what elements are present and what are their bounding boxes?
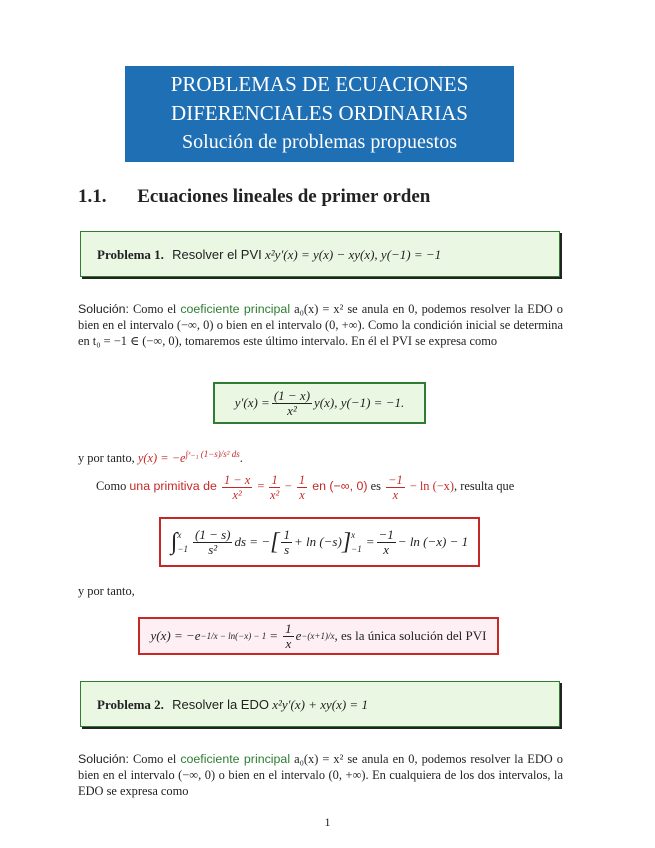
line-primitiva — [96, 472, 566, 502]
integral-limits — [177, 528, 188, 556]
eq2-integrand — [193, 528, 233, 557]
bracket-upper: x — [351, 530, 356, 540]
eq2-inner-den: s — [284, 541, 290, 557]
title-line-1: PROBLEMAS DE ECUACIONES — [170, 72, 469, 96]
por-tanto-prefix: y por tanto, — [78, 451, 135, 466]
eq2-num: (1 − s) — [194, 526, 231, 542]
por-tanto-formula: y(x) = −e — [137, 451, 186, 466]
eq2-result-frac — [377, 528, 396, 557]
eq3-exp1: −1/x − ln(−x) − 1 — [200, 631, 267, 641]
solution-2-term: coeficiente principal — [180, 752, 291, 766]
primitiva-frac-4 — [386, 473, 405, 502]
frac1-num: 1 − x — [223, 472, 251, 487]
eq2-inner-rest: + ln (−s) — [293, 534, 342, 549]
solution-1-paragraph — [78, 301, 563, 349]
frac2-den: x² — [269, 487, 280, 502]
line-por-tanto-1 — [78, 446, 563, 466]
primitiva-interval: en (−∞, 0) — [312, 479, 368, 493]
primitiva-ln: − ln (−x) — [409, 479, 455, 493]
por-tanto-exponent: ∫ˣ₋₁ (1−s)/s² ds — [185, 449, 240, 459]
bracket-close: ] — [341, 529, 352, 555]
eq1-fraction — [272, 389, 312, 418]
eq1-numerator: (1 − x) — [273, 387, 311, 403]
bracket-limits — [351, 528, 362, 556]
frac3-num: 1 — [298, 472, 306, 487]
solution-1-text-a: Como el — [133, 302, 177, 316]
eq2-inner-num: 1 — [283, 526, 290, 542]
section-number: 1.1. — [78, 186, 107, 207]
solution-2-label: Solución: — [78, 752, 129, 766]
primitiva-frac-1 — [222, 473, 252, 502]
problem-1-equation: x²y′(x) = y(x) − xy(x), y(−1) = −1 — [265, 247, 442, 262]
eq1-rhs: y(x), y(−1) = −1. — [314, 395, 405, 410]
eq3-equals: = — [269, 628, 279, 643]
primitiva-frac-2 — [269, 473, 279, 502]
title-banner — [125, 66, 514, 162]
frac2-num: 1 — [271, 472, 278, 487]
bracket-open: [ — [270, 529, 280, 555]
eq2-result-den: x — [383, 541, 390, 557]
frac3-den: x — [299, 487, 305, 502]
problem-2-text: Resolver la EDO — [172, 697, 269, 712]
primitiva-eq: = — [257, 479, 265, 493]
solution-2-paragraph — [78, 751, 563, 799]
problem-1-text: Resolver el PVI — [172, 247, 262, 262]
eq1-denominator: x² — [287, 402, 297, 418]
problem-2-label: Problema 2. — [97, 697, 164, 712]
page-number: 1 — [324, 815, 331, 829]
eq3-exp2: −(x+1)/x — [301, 631, 335, 641]
solution-1-text-b: a₀(x) = x² se anula en 0, podemos resolver la EDO o bien en el intervalo (−∞, 0) o bien en el intervalo (0, +∞). Como la condición inicial se determina en t₀ = −1 ∈ (−∞, 0), tomaremos este último intervalo. En él el PVI se expresa como — [78, 302, 563, 348]
primitiva-frac-3 — [297, 473, 307, 502]
line-por-tanto-2: y por tanto, — [78, 584, 135, 598]
solution-2-text-b: a₀(x) = x² se anula en 0, podemos resolver la EDO o bien en el intervalo (−∞, 0) o bien en el intervalo (0, +∞). En cualquiera de los dos intervalos, la EDO se expresa como — [78, 752, 563, 798]
primitiva-text-a: Como — [96, 479, 127, 493]
eq3-lhs: y(x) = −e — [150, 628, 201, 643]
eq3-frac — [283, 622, 294, 651]
problem-2-box — [80, 681, 560, 727]
title-line-3: Solución de problemas propuestos — [182, 131, 457, 153]
integral-upper: x — [177, 530, 182, 540]
bracket-lower: −1 — [351, 544, 362, 554]
por-tanto-suffix: . — [239, 451, 243, 466]
eq2-tail: − ln (−x) − 1 — [397, 534, 469, 549]
integral-sign: ∫ — [170, 529, 178, 555]
equation-pvi-box — [213, 382, 426, 424]
eq2-ds: ds = − — [234, 534, 271, 549]
eq3-den: x — [285, 635, 292, 651]
primitiva-term: una primitiva de — [129, 479, 217, 493]
section-title: Ecuaciones lineales de primer orden — [137, 186, 431, 207]
eq2-den: s² — [208, 541, 218, 557]
section-heading — [78, 186, 430, 208]
primitiva-minus: − — [284, 479, 292, 493]
integral-lower: −1 — [177, 544, 188, 554]
frac4-den: x — [392, 487, 399, 502]
eq2-equals: = — [365, 534, 375, 549]
solution-2-text-a: Como el — [133, 752, 177, 766]
frac1-den: x² — [232, 487, 242, 502]
eq3-text: , es la única solución del PVI — [334, 628, 487, 643]
solution-1-label: Solución: — [78, 302, 129, 316]
eq3-e: e — [295, 628, 302, 643]
problem-1-box — [80, 231, 560, 277]
equation-solution-box — [138, 617, 499, 655]
frac4-num: −1 — [388, 472, 403, 487]
eq1-lhs: y′(x) = — [234, 395, 270, 410]
eq3-num: 1 — [285, 620, 292, 636]
equation-integral-box — [159, 517, 480, 567]
primitiva-es: es — [370, 479, 381, 493]
solution-1-term: coeficiente principal — [180, 302, 291, 316]
eq2-inner-frac — [281, 528, 292, 557]
title-line-2: DIFERENCIALES ORDINARIAS — [171, 101, 468, 125]
primitiva-resulta: , resulta que — [454, 479, 515, 493]
problem-1-label: Problema 1. — [97, 247, 164, 262]
problem-2-equation: x²y′(x) + xy(x) = 1 — [272, 697, 368, 712]
eq2-result-num: −1 — [378, 526, 394, 542]
